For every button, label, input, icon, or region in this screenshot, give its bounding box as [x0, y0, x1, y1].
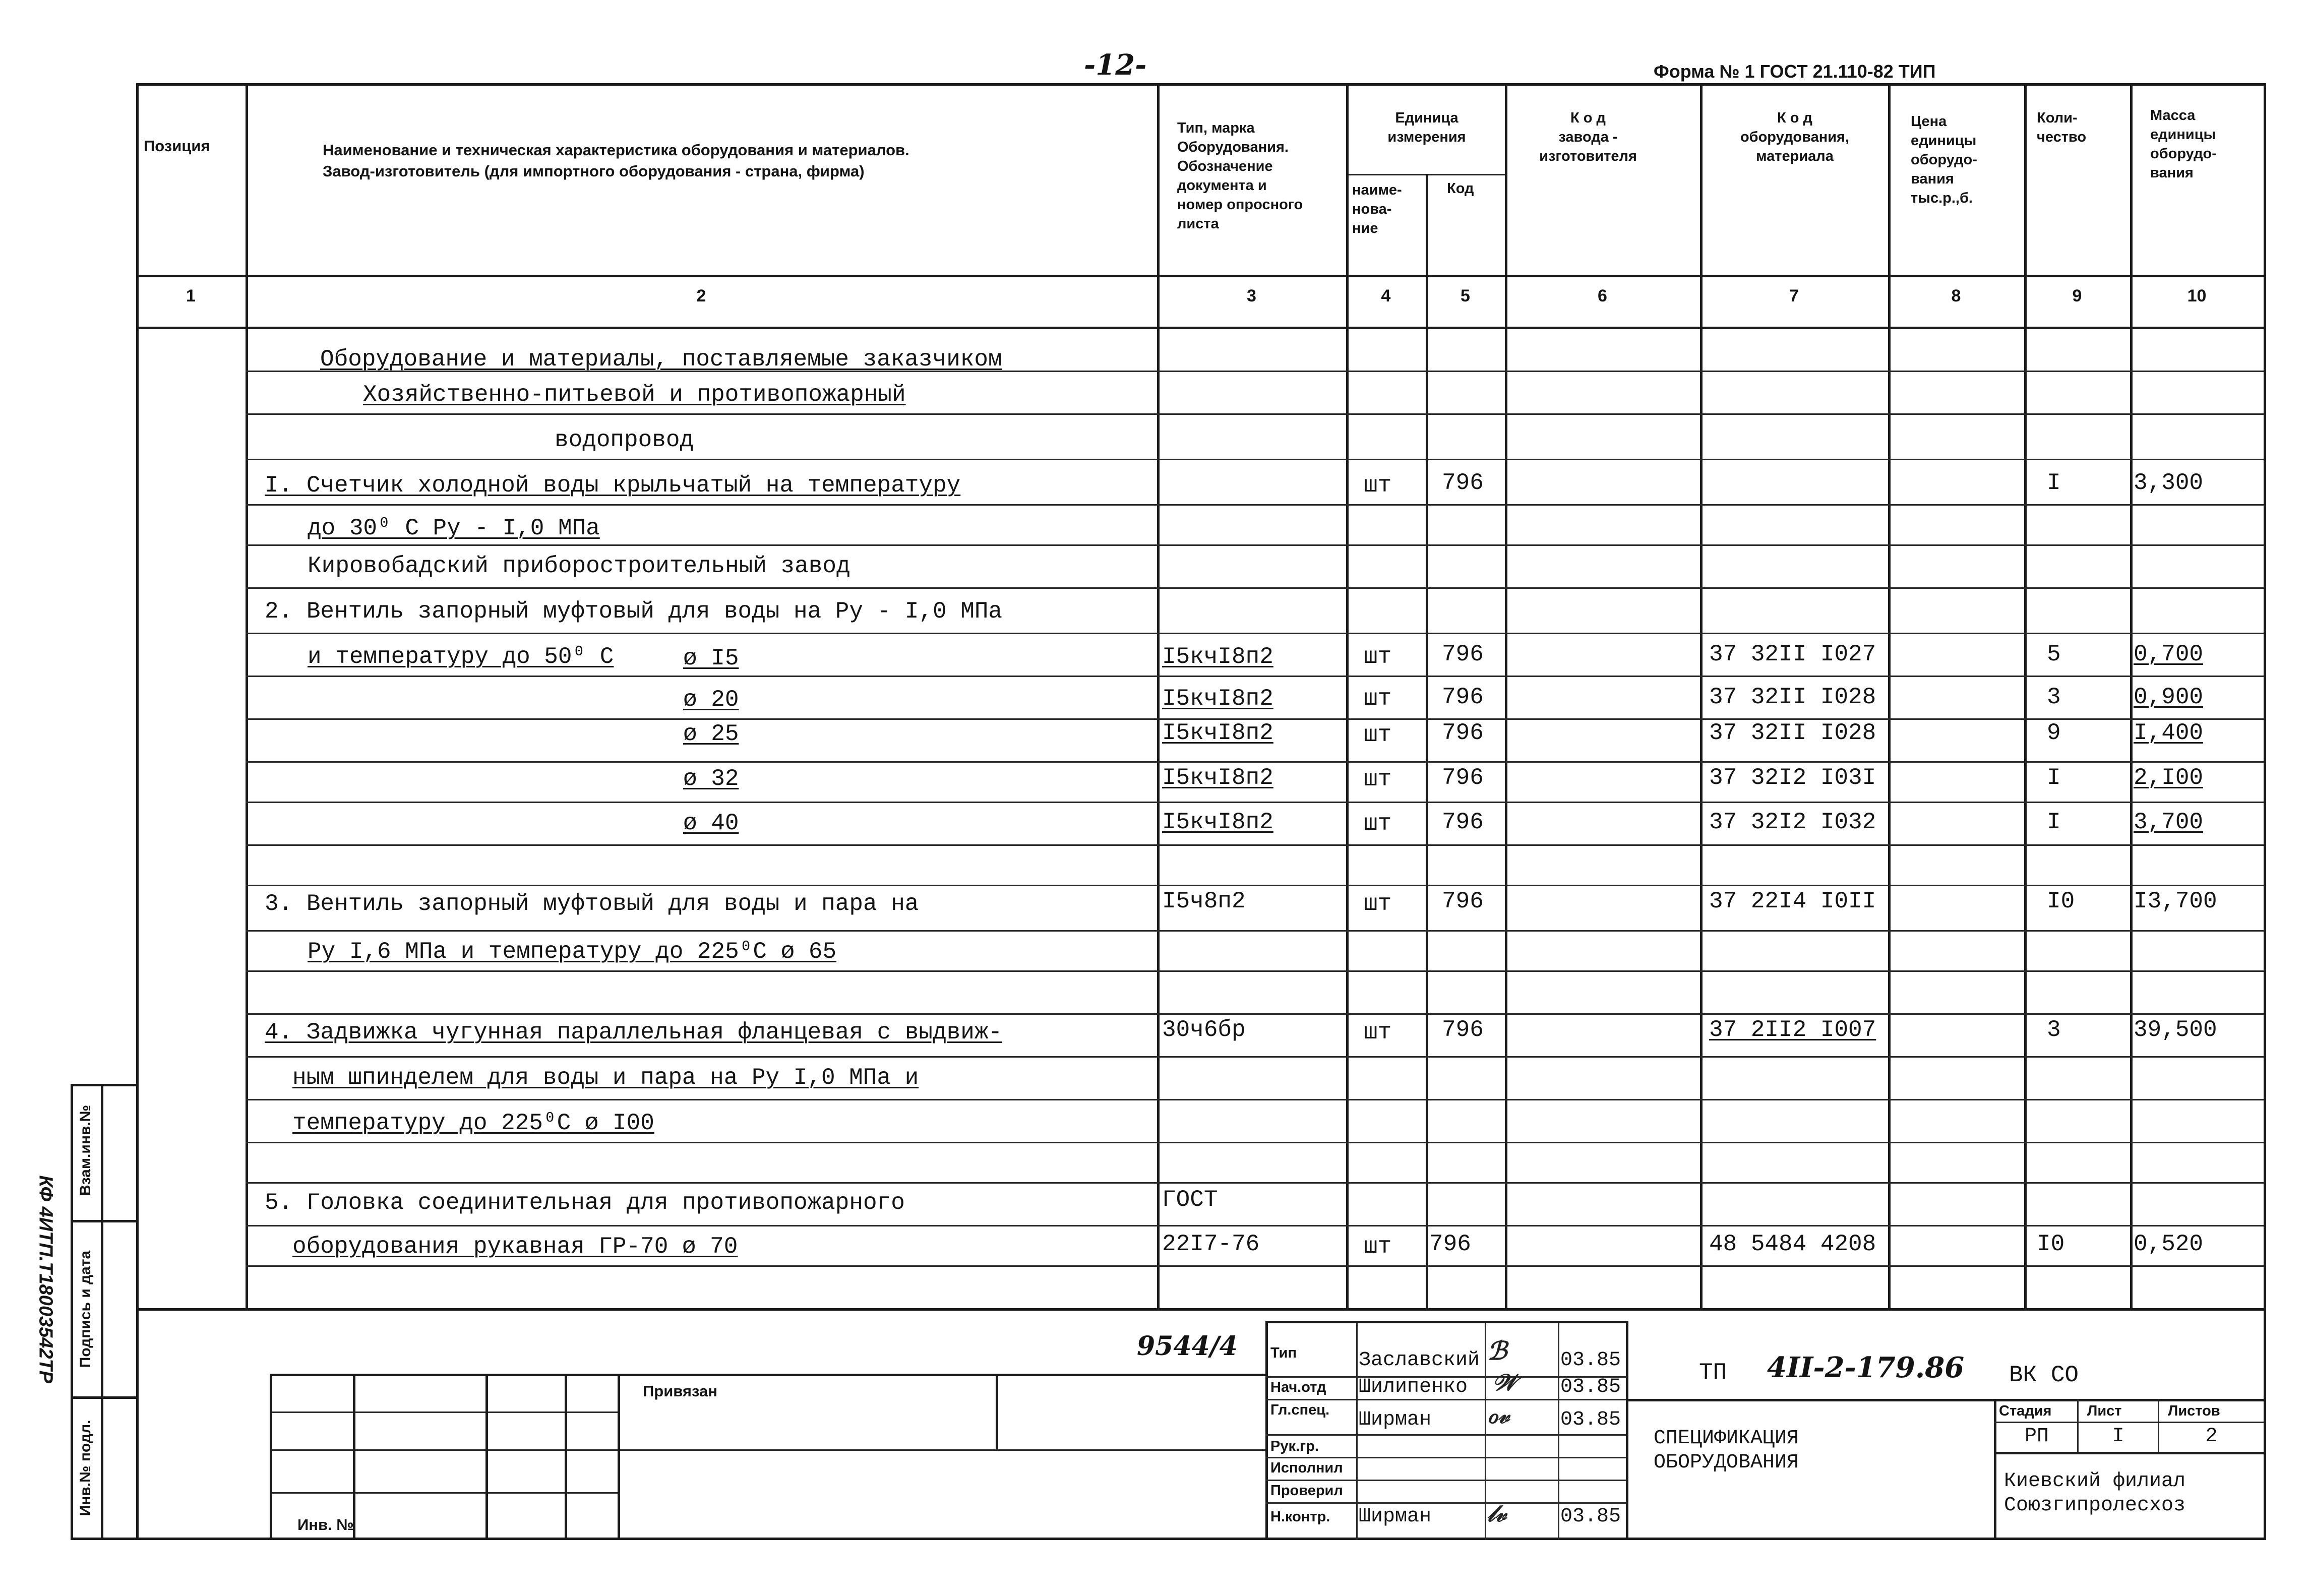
- row-qty: 3: [2047, 1017, 2061, 1043]
- project-code-prefix: ТП: [1699, 1360, 1727, 1386]
- row-qty: I0: [2037, 1231, 2065, 1257]
- side-label-podpis: Подпись и дата: [77, 1250, 94, 1368]
- row-mat-code: 37 2II2 I007: [1709, 1017, 1876, 1043]
- col-line-5: [1505, 83, 1507, 1308]
- col-2-header-line2: Завод-изготовитель (для импортного оборудования - страна, фирма): [323, 162, 865, 180]
- row-dn: ø 20: [683, 687, 739, 713]
- header-bottom-line: [136, 275, 2266, 277]
- col-line-6: [1700, 83, 1703, 1308]
- row-unit: шт: [1364, 686, 1392, 712]
- row-unit: шт: [1364, 722, 1392, 748]
- row-code: 796: [1442, 720, 1484, 746]
- colnum-bottom-line: [136, 327, 2266, 329]
- row-type: I5кчI8п2: [1162, 644, 1273, 670]
- row-qty: 9: [2047, 720, 2061, 746]
- row-mass: 39,500: [2134, 1017, 2217, 1043]
- stamp-grid-vline: [353, 1374, 355, 1538]
- stamp-date: 03.85: [1560, 1408, 1621, 1431]
- form-reference: Форма № 1 ГОСТ 21.110-82 ТИП: [1654, 61, 1936, 82]
- row-code: 796: [1442, 1017, 1484, 1043]
- side-archive-code: КФ 4ИТП.Т18003542ТР: [35, 1175, 56, 1384]
- row-mass: 0,520: [2134, 1231, 2204, 1257]
- signature-mark: 𝒲: [1492, 1369, 1517, 1396]
- col-8-header: Цена единицы оборудо- вания тыс.р.,б.: [1911, 113, 1977, 206]
- colnum-7: 7: [1789, 286, 1799, 305]
- row-mat-code: 37 32I2 I032: [1709, 809, 1876, 835]
- row-mass: I3,700: [2134, 888, 2217, 914]
- row-unit: шт: [1364, 472, 1392, 499]
- stamp-grid-vline: [565, 1374, 567, 1538]
- signature-mark: ℴ𝓋: [1487, 1401, 1509, 1429]
- col-2-header-line1: Наименование и техническая характеристика оборудования и материалов.: [323, 141, 909, 159]
- stamp-name: Заславский: [1359, 1349, 1480, 1372]
- row-line: [246, 1056, 2264, 1058]
- row-line: [246, 1265, 2264, 1267]
- col-45-header: Единица измерения: [1387, 110, 1466, 145]
- side-label-vzam: Взам.инв.№: [77, 1104, 94, 1196]
- stamp-role: Н.контр.: [1270, 1509, 1330, 1525]
- stamp-grid-line: [270, 1374, 1265, 1376]
- stamp-role: Рук.гр.: [1270, 1438, 1319, 1454]
- row-mat-code: 37 22I4 I0II: [1709, 888, 1876, 914]
- document-mark: ВК СО: [2009, 1362, 2079, 1388]
- row-type: I5ч8п2: [1162, 888, 1246, 914]
- row-unit: шт: [1364, 766, 1392, 792]
- row-qty: 3: [2047, 684, 2061, 710]
- row-line: [246, 587, 2264, 589]
- row-dn: ø 40: [683, 810, 739, 836]
- side-strip-top: [71, 1084, 139, 1086]
- row-mass: 3,300: [2134, 470, 2204, 496]
- row-line: [246, 970, 2264, 972]
- row-mat-code: 37 32II I027: [1709, 641, 1876, 667]
- row-line: [246, 761, 2264, 763]
- row-mat-code: 37 32II I028: [1709, 684, 1876, 710]
- side-strip-div2: [71, 1396, 139, 1399]
- row-type: I5кчI8п2: [1162, 765, 1273, 791]
- colnum-4: 4: [1381, 286, 1391, 305]
- col-line-8: [2024, 83, 2027, 1308]
- row-name: оборудования рукавная ГР-70 ø 70: [292, 1234, 738, 1260]
- stamp-name: Ширман: [1359, 1408, 1432, 1431]
- sheet-label: Лист: [2087, 1403, 2122, 1419]
- stamp-sign-line: [1265, 1502, 1626, 1504]
- row-line: [246, 633, 2264, 634]
- stamp-role: Нач.отд: [1270, 1379, 1326, 1395]
- section-title-line2: Хозяйственно-питьевой и противопожарный: [363, 382, 906, 408]
- row-mass: 3,700: [2134, 809, 2204, 835]
- row-type: I5кчI8п2: [1162, 720, 1273, 746]
- row-line: [246, 1142, 2264, 1143]
- stage-block-line: [1994, 1422, 2264, 1423]
- row-name: Ру I,6 МПа и температуру до 225⁰С ø 65: [308, 939, 837, 965]
- row-qty: I0: [2047, 888, 2075, 914]
- stage-label: Стадия: [1999, 1403, 2052, 1419]
- row-name: 4. Задвижка чугунная параллельная фланцевая с выдвиж-: [265, 1019, 1003, 1046]
- privyazan-label: Привязан: [643, 1382, 717, 1400]
- col-5-header: Код: [1447, 180, 1474, 197]
- row-dn: ø I5: [683, 645, 739, 671]
- row-name: 5. Головка соединительная для противопожарного: [265, 1190, 905, 1216]
- row-qty: I: [2047, 470, 2061, 496]
- stamp-sign-vline: [1626, 1321, 1628, 1540]
- col-6-header: К о д завода - изготовителя: [1539, 110, 1637, 164]
- frame-top: [136, 83, 2266, 86]
- row-name: Кировобадский приборостроительный завод: [308, 553, 850, 579]
- row-line: [246, 1182, 2264, 1184]
- row-dn: ø 25: [683, 721, 739, 747]
- row-code: 796: [1442, 470, 1484, 496]
- stamp-sign-line: [1265, 1321, 1626, 1323]
- row-qty: 5: [2047, 641, 2061, 667]
- row-mass: I,400: [2134, 720, 2204, 746]
- colnum-9: 9: [2072, 286, 2082, 305]
- stamp-date: 03.85: [1560, 1349, 1621, 1372]
- stamp-sign-line: [1265, 1434, 1626, 1436]
- document-title: СПЕЦИФИКАЦИЯ ОБОРУДОВАНИЯ: [1654, 1427, 1799, 1474]
- colnum-2: 2: [696, 286, 706, 305]
- row-name: 3. Вентиль запорный муфтовый для воды и пара на: [265, 891, 919, 917]
- side-label-inv-podl: Инв.№ подл.: [77, 1420, 94, 1516]
- row-name: ным шпинделем для воды и пара на Ру I,0 МПа и: [292, 1065, 919, 1091]
- sheets-value: 2: [2205, 1425, 2218, 1448]
- row-name: температуру до 225⁰С ø I00: [292, 1110, 654, 1136]
- row-code: 796: [1442, 684, 1484, 710]
- stamp-role: Тип: [1270, 1345, 1297, 1361]
- row-mat-code: 37 32I2 I03I: [1709, 765, 1876, 791]
- stamp-sign-vline: [1558, 1321, 1559, 1540]
- stamp-role: Исполнил: [1270, 1460, 1343, 1476]
- stamp-role: Проверил: [1270, 1483, 1343, 1499]
- stamp-grid-line: [270, 1449, 1265, 1451]
- colnum-10: 10: [2187, 286, 2207, 305]
- row-name: до 30⁰ С Ру - I,0 МПа: [308, 515, 600, 541]
- stamp-date: 03.85: [1560, 1505, 1621, 1528]
- row-line: [246, 413, 2264, 415]
- col-line-1: [246, 83, 248, 1308]
- stamp-grid-vline: [996, 1374, 998, 1449]
- stamp-grid-vline: [270, 1374, 272, 1538]
- row-dn: ø 32: [683, 766, 739, 792]
- row-line: [246, 930, 2264, 932]
- col-line-4: [1426, 174, 1428, 1308]
- row-code: 796: [1442, 809, 1484, 835]
- stamp-name: Шилипенко: [1359, 1376, 1468, 1398]
- sheets-label: Листов: [2168, 1403, 2220, 1419]
- col-9-header: Коли- чество: [2037, 110, 2087, 145]
- signature-mark: 𝓁𝓋: [1487, 1500, 1506, 1527]
- frame-right: [2264, 83, 2266, 1540]
- project-code-number: 4II-2-179.86: [1767, 1351, 1965, 1384]
- row-code: 796: [1442, 641, 1484, 667]
- row-mat-code: 37 32II I028: [1709, 720, 1876, 746]
- row-line: [246, 885, 2264, 886]
- page-number: -12-: [1084, 48, 1147, 82]
- stamp-sign-vline: [1356, 1321, 1358, 1540]
- section-title-line3: водопровод: [555, 427, 694, 453]
- stamp-date: 03.85: [1560, 1376, 1621, 1398]
- row-type: 30ч6бр: [1162, 1017, 1246, 1043]
- row-line: [246, 1013, 2264, 1015]
- organization: Киевский филиал Союзгипролесхоз: [2004, 1470, 2186, 1517]
- col-7-header: К о д оборудования, материала: [1740, 110, 1850, 164]
- row-code: 796: [1442, 765, 1484, 791]
- signature-mark: ℬ: [1487, 1336, 1507, 1366]
- row-mat-code: 48 5484 4208: [1709, 1231, 1876, 1257]
- row-type: ГОСТ: [1162, 1187, 1218, 1213]
- row-line: [246, 1099, 2264, 1100]
- col-4-header: наиме- нова- ние: [1352, 182, 1402, 236]
- row-line: [246, 844, 2264, 846]
- colnum-3: 3: [1247, 286, 1256, 305]
- row-type: 22I7-76: [1162, 1231, 1260, 1257]
- row-unit: шт: [1364, 811, 1392, 837]
- row-unit: шт: [1364, 1234, 1392, 1260]
- row-line: [246, 802, 2264, 803]
- row-qty: I: [2047, 765, 2061, 791]
- col-line-7: [1888, 83, 1891, 1308]
- row-name: I. Счетчик холодной воды крыльчатый на температуру: [265, 472, 961, 499]
- colnum-1: 1: [186, 286, 196, 305]
- col-line-2: [1157, 83, 1160, 1308]
- row-mass: 2,I00: [2134, 765, 2204, 791]
- stage-block-line: [1994, 1452, 2264, 1454]
- colnum-5: 5: [1461, 286, 1470, 305]
- row-unit: шт: [1364, 644, 1392, 670]
- row-name: и температуру до 50⁰ С: [308, 644, 614, 670]
- col-line-3: [1346, 83, 1349, 1308]
- row-code: 796: [1442, 888, 1484, 914]
- row-type: I5кчI8п2: [1162, 686, 1273, 712]
- table-bottom-line: [136, 1308, 2266, 1311]
- stage-block-vline: [1994, 1399, 1996, 1540]
- stamp-grid-vline: [618, 1374, 620, 1538]
- stamp-name: Ширман: [1359, 1505, 1432, 1528]
- col-3-header: Тип, марка Оборудования. Обозначение документа и номер опросного листа: [1177, 120, 1303, 232]
- row-unit: шт: [1364, 891, 1392, 917]
- stamp-grid-vline: [485, 1374, 488, 1538]
- side-strip-div1: [71, 1220, 139, 1222]
- section-title-line1: Оборудование и материалы, поставляемые заказчиком: [320, 346, 1002, 373]
- row-mass: 0,900: [2134, 684, 2204, 710]
- col-line-9: [2130, 83, 2133, 1308]
- row-line: [246, 504, 2264, 506]
- row-code: 796: [1429, 1231, 1471, 1257]
- frame-bottom: [71, 1538, 2266, 1540]
- row-mass: 0,700: [2134, 641, 2204, 667]
- row-qty: I: [2047, 809, 2061, 835]
- row-type: I5кчI8п2: [1162, 809, 1273, 835]
- row-line: [246, 1225, 2264, 1226]
- sheet-inventory-number: 9544/4: [1137, 1331, 1238, 1362]
- stamp-role: Гл.спец.: [1270, 1402, 1330, 1418]
- stamp-sign-vline: [1485, 1321, 1486, 1540]
- row-name: 2. Вентиль запорный муфтовый для воды на Ру - I,0 МПа: [265, 598, 1003, 625]
- row-line: [246, 676, 2264, 677]
- col-1-header: Позиция: [144, 137, 210, 155]
- side-strip-mid: [101, 1084, 103, 1540]
- col-10-header: Масса единицы оборудо- вания: [2150, 107, 2217, 181]
- row-line: [246, 459, 2264, 460]
- side-strip-left: [71, 1084, 73, 1540]
- sheet-value: I: [2112, 1425, 2124, 1448]
- stamp-sign-vline: [1265, 1321, 1268, 1540]
- row-unit: шт: [1364, 1019, 1392, 1046]
- stage-value: РП: [2024, 1425, 2049, 1448]
- row-line: [246, 544, 2264, 546]
- colnum-8: 8: [1951, 286, 1961, 305]
- inv-no-label: Инв. №: [297, 1516, 354, 1533]
- colnum-6: 6: [1598, 286, 1607, 305]
